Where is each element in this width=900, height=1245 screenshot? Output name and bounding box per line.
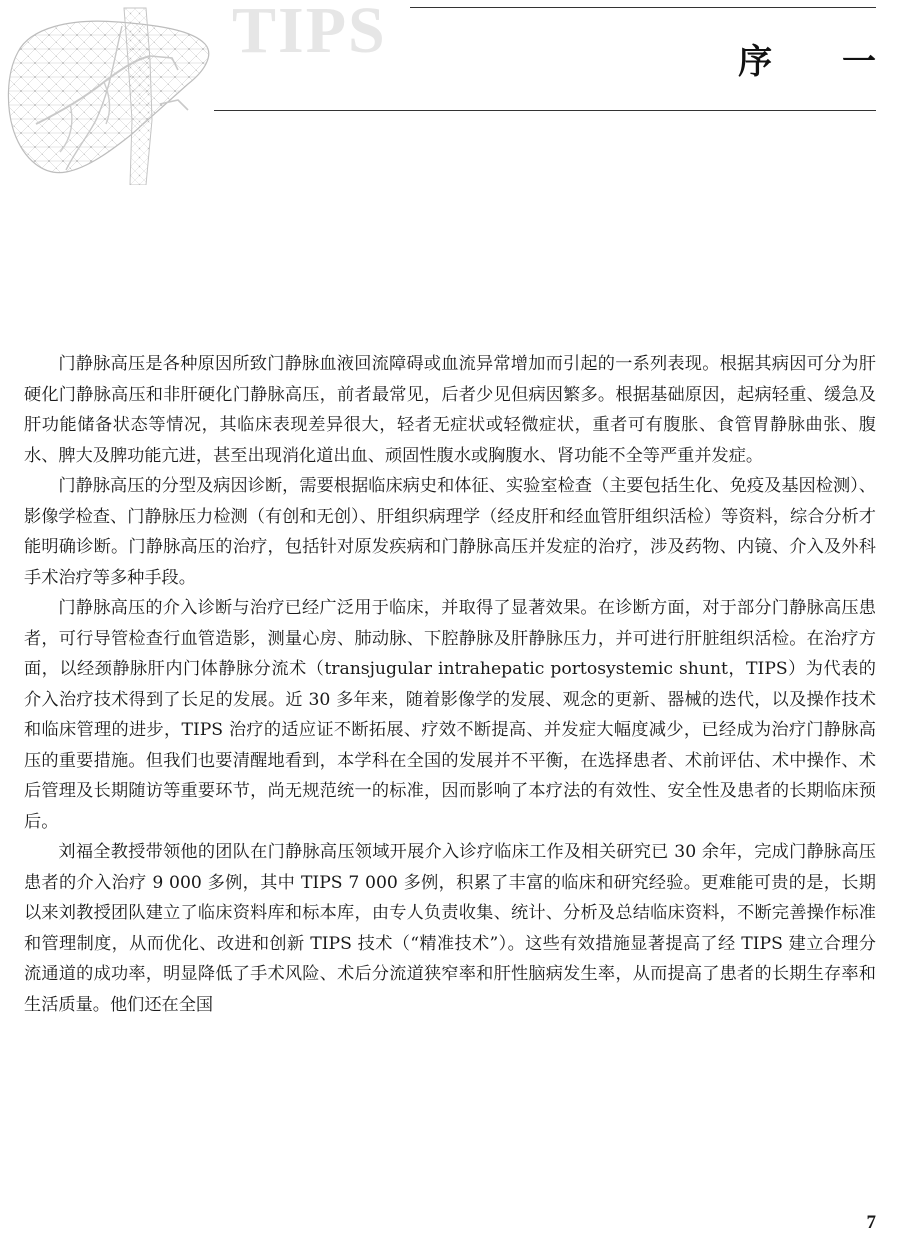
- liver-illustration-icon: [0, 0, 215, 185]
- paragraph: 门静脉高压的分型及病因诊断，需要根据临床病史和体征、实验室检查（主要包括生化、免疫及基因检测）、影像学检查、门静脉压力检测（有创和无创）、肝组织病理学（经皮肝和经血管肝组织活检）等资料，综合分析才能明确诊断。门静脉高压的治疗，包括针对原发疾病和门静脉高压并发症的治疗，涉及药物、内镜、介入及外科手术治疗等多种手段。: [24, 476, 876, 588]
- page-number: 7: [866, 1212, 876, 1233]
- paragraph: 门静脉高压是各种原因所致门静脉血液回流障碍或血流异常增加而引起的一系列表现。根据其病因可分为肝硬化门静脉高压和非肝硬化门静脉高压，前者最常见，后者少见但病因繁多。根据基础原因，起病轻重、缓急及肝功能储备状态等情况，其临床表现差异很大，轻者无症状或轻微症状，重者可有腹胀、食管胃静脉曲张、腹水、脾大及脾功能亢进，甚至出现消化道出血、顽固性腹水或胸腹水、肾功能不全等严重并发症。: [24, 354, 876, 466]
- body-text: [24, 349, 876, 1020]
- header-bottom-rule: [214, 110, 876, 111]
- header-top-rule: [410, 7, 876, 8]
- paragraph: 门静脉高压的介入诊断与治疗已经广泛用于临床，并取得了显著效果。在诊断方面，对于部分门静脉高压患者，可行导管检查行血管造影，测量心房、肺动脉、下腔静脉及肝静脉压力，并可进行肝脏组织活检。在治疗方面，以经颈静脉肝内门体静脉分流术（transjugular intrahepatic portosystemic shunt，TIPS）为代表的介入治疗技术得到了长足的发展。近 30 多年来，随着影像学的发展、观念的更新、器械的迭代，以及操作技术和临床管理的进步，TIPS 治疗的适应证不断拓展、疗效不断提高、并发症大幅度减少，已经成为治疗门静脉高压的重要措施。但我们也要清醒地看到，本学科在全国的发展并不平衡，在选择患者、术前评估、术中操作、术后管理及长期随访等重要环节，尚无规范统一的标准，因而影响了本疗法的有效性、安全性及患者的长期临床预后。: [24, 598, 876, 832]
- tips-watermark: TIPS: [232, 0, 387, 67]
- page-title: 序 一: [738, 42, 876, 82]
- paragraph: 刘福全教授带领他的团队在门静脉高压领域开展介入诊疗临床工作及相关研究已 30 余年，完成门静脉高压患者的介入治疗 9 000 多例，其中 TIPS 7 000 多例，积累了丰富的临床和研究经验。更难能可贵的是，长期以来刘教授团队建立了临床资料库和标本库，由专人负责收集、统计、分析及总结临床资料，不断完善操作标准和管理制度，从而优化、改进和创新 TIPS 技术（“精准技术”）。这些有效措施显著提高了经 TIPS 建立合理分流通道的成功率，明显降低了手术风险、术后分流道狭窄率和肝性脑病发生率，从而提高了患者的长期生存率和生活质量。他们还在全国: [24, 842, 876, 1015]
- chapter-header: [0, 0, 900, 190]
